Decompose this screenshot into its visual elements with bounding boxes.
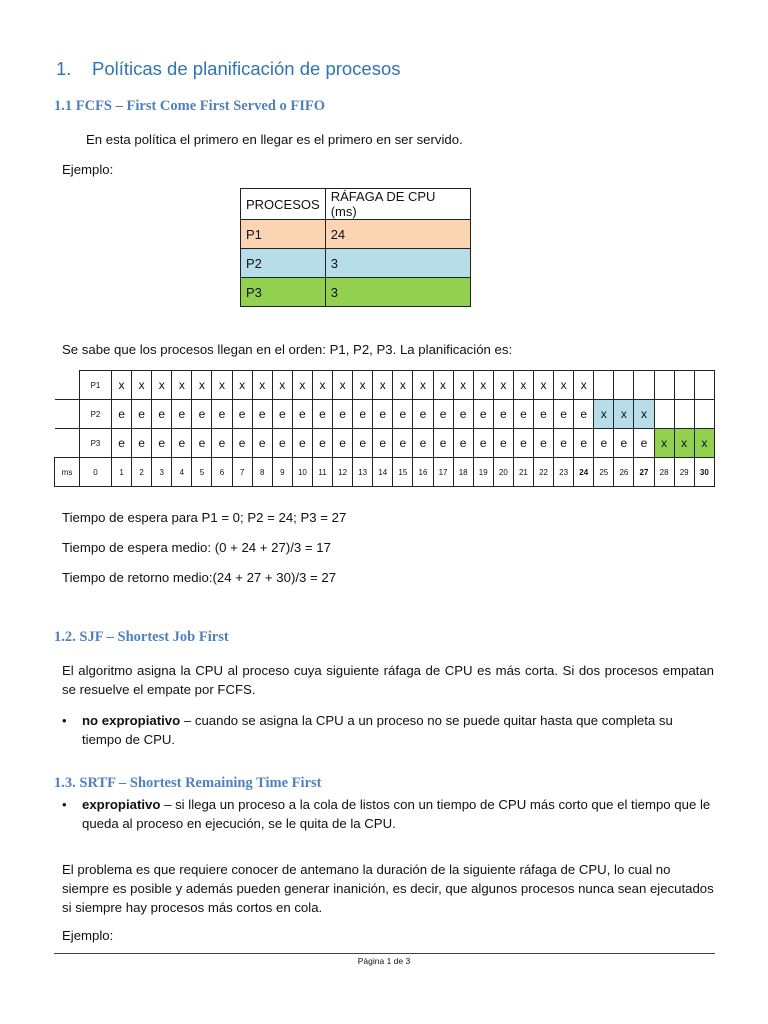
gantt-cell [654,371,674,400]
result-wait-times: Tiempo de espera para P1 = 0; P2 = 24; P3 = 27 [62,510,347,525]
process-table [240,188,471,307]
gantt-cell: e [333,400,353,429]
gantt-cell [674,371,694,400]
gantt-cell: x [473,371,493,400]
result-avg-return: Tiempo de retorno medio:(24 + 27 + 30)/3 = 27 [62,570,337,585]
header-rafaga: RÁFAGA DE CPU (ms) [325,189,470,220]
sjf-bullet [62,711,714,749]
gantt-cell: e [192,429,212,458]
gantt-cell: e [292,400,312,429]
bullet-icon: • [62,797,67,812]
gantt-cell [634,371,654,400]
gantt-cell: e [554,400,574,429]
gantt-tick: 6 [212,458,232,487]
gantt-cell: e [453,400,473,429]
gantt-cell: e [232,400,252,429]
gantt-tick: 15 [393,458,413,487]
gantt-cell: x [453,371,473,400]
gantt-tick: 13 [353,458,373,487]
gantt-cell: e [152,429,172,458]
table-row [241,249,471,278]
gantt-cell: x [433,371,453,400]
gantt-cell: e [353,400,373,429]
gantt-cell: x [634,400,654,429]
gantt-cell: x [554,371,574,400]
gantt-tick: 29 [674,458,694,487]
gantt-cell: x [333,371,353,400]
gantt-cell: x [594,400,614,429]
gantt-cell: e [112,429,132,458]
gantt-cell: x [373,371,393,400]
gantt-cell: e [353,429,373,458]
proc-cell: P2 [241,249,326,278]
sjf-bullet-text: – cuando se asigna la CPU a un proceso no se puede quitar hasta que completa su tiempo de CPU. [82,713,673,747]
gantt-cell [694,400,714,429]
gantt-cell: e [232,429,252,458]
gantt-cell: e [513,400,533,429]
gantt-cell: x [614,400,634,429]
gantt-tick: 9 [272,458,292,487]
gantt-tick: 22 [533,458,553,487]
gantt-corner-blank [55,400,80,429]
header-procesos: PROCESOS [241,189,326,220]
burst-cell: 3 [325,249,470,278]
gantt-chart [54,370,715,487]
sjf-heading: 1.2. SJF – Shortest Job First [54,629,229,645]
section-heading [56,58,401,80]
gantt-tick: 14 [373,458,393,487]
fcfs-example-label: Ejemplo: [62,162,114,177]
order-text: Se sabe que los procesos llegan en el orden: P1, P2, P3. La planificación es: [62,342,513,357]
gantt-cell: e [473,400,493,429]
gantt-cell: e [192,400,212,429]
gantt-cell: e [634,429,654,458]
gantt-time-row [55,458,715,487]
gantt-cell: e [172,429,192,458]
burst-cell: 24 [325,220,470,249]
gantt-cell: e [594,429,614,458]
gantt-cell: e [212,429,232,458]
gantt-cell [594,371,614,400]
gantt-tick: 3 [152,458,172,487]
gantt-cell: x [132,371,152,400]
gantt-tick: 11 [312,458,332,487]
gantt-cell: e [433,400,453,429]
gantt-tick: 12 [333,458,353,487]
gantt-tick: 18 [453,458,473,487]
gantt-cell: x [312,371,332,400]
gantt-cell: e [493,429,513,458]
gantt-cell: x [654,429,674,458]
gantt-tick: 0 [80,458,112,487]
gantt-tick: 2 [132,458,152,487]
gantt-cell [674,400,694,429]
gantt-cell: e [172,400,192,429]
gantt-cell: x [493,371,513,400]
gantt-cell: e [132,400,152,429]
gantt-cell: e [574,429,594,458]
gantt-tick: 20 [493,458,513,487]
gantt-cell: e [252,400,272,429]
gantt-tick: 17 [433,458,453,487]
gantt-cell [694,371,714,400]
gantt-row-p1 [55,371,715,400]
gantt-cell: e [493,400,513,429]
gantt-row-label: P1 [80,371,112,400]
gantt-cell: e [533,429,553,458]
gantt-row-p3 [55,429,715,458]
gantt-tick: 7 [232,458,252,487]
proc-cell: P3 [241,278,326,307]
gantt-cell: e [272,429,292,458]
gantt-cell: x [533,371,553,400]
result-avg-wait: Tiempo de espera medio: (0 + 24 + 27)/3 = 17 [62,540,331,555]
srtf-paragraph: El problema es que requiere conocer de antemano la duración de la siguiente ráfaga de CPU, lo cual no siempre es posible y además pueden generar inanición, es decir, que algunos procesos nunca sean ejecutados si siempre hay procesos más cortos en cola. [62,862,714,915]
gantt-cell: x [252,371,272,400]
srtf-example-label: Ejemplo: [62,928,114,943]
fcfs-intro: En esta política el primero en llegar es el primero en ser servido. [86,132,463,147]
gantt-cell: x [292,371,312,400]
gantt-cell: e [554,429,574,458]
table-row [241,220,471,249]
bullet-icon: • [62,713,67,728]
gantt-cell: e [453,429,473,458]
gantt-tick: 26 [614,458,634,487]
gantt-cell: x [172,371,192,400]
gantt-row-p2 [55,400,715,429]
page-number: Página 1 de 3 [357,956,411,966]
gantt-tick: 8 [252,458,272,487]
gantt-cell: e [152,400,172,429]
sjf-bullet-bold: no expropiativo [82,713,181,728]
gantt-cell: e [252,429,272,458]
proc-cell: P1 [241,220,326,249]
gantt-cell: x [212,371,232,400]
gantt-cell: e [413,400,433,429]
section-title: Políticas de planificación de procesos [92,58,401,79]
gantt-cell: e [513,429,533,458]
gantt-time-label: ms [55,458,80,487]
gantt-tick: 24 [574,458,594,487]
gantt-cell: x [152,371,172,400]
gantt-cell: e [373,400,393,429]
gantt-cell: e [132,429,152,458]
gantt-tick: 5 [192,458,212,487]
gantt-tick: 19 [473,458,493,487]
table-row [241,278,471,307]
gantt-cell: x [353,371,373,400]
srtf-bullet-text: – si llega un proceso a la cola de listos con un tiempo de CPU más corto que el tiempo que le queda al proceso en ejecución, se le quita de la CPU. [82,797,711,831]
gantt-cell: e [433,429,453,458]
gantt-cell: x [413,371,433,400]
burst-cell: 3 [325,278,470,307]
gantt-tick: 1 [112,458,132,487]
gantt-cell: e [393,429,413,458]
fcfs-heading: 1.1 FCFS – First Come First Served o FIFO [54,98,326,114]
gantt-cell: e [413,429,433,458]
gantt-cell: x [393,371,413,400]
gantt-cell: x [232,371,252,400]
gantt-tick: 21 [513,458,533,487]
gantt-cell: e [292,429,312,458]
srtf-heading: 1.3. SRTF – Shortest Remaining Time First [54,775,322,791]
gantt-cell: e [312,429,332,458]
gantt-cell: e [473,429,493,458]
gantt-cell [614,371,634,400]
gantt-cell: e [373,429,393,458]
gantt-cell: e [272,400,292,429]
gantt-cell: e [614,429,634,458]
footer-divider [54,953,715,954]
gantt-tick: 25 [594,458,614,487]
gantt-tick: 10 [292,458,312,487]
gantt-cell: e [533,400,553,429]
srtf-bullet-bold: expropiativo [82,797,161,812]
sjf-paragraph: El algoritmo asigna la CPU al proceso cuya siguiente ráfaga de CPU es más corta. Si dos procesos empatan se resuelve el empate por FCFS. [62,663,714,697]
gantt-tick: 27 [634,458,654,487]
gantt-tick: 16 [413,458,433,487]
gantt-cell: x [272,371,292,400]
process-table-header [241,189,471,220]
gantt-cell: x [513,371,533,400]
srtf-bullet [62,795,714,833]
section-number: 1. [56,58,72,79]
gantt-cell: x [694,429,714,458]
gantt-cell: x [192,371,212,400]
gantt-cell: e [312,400,332,429]
gantt-tick: 30 [694,458,714,487]
gantt-row-label: P2 [80,400,112,429]
gantt-corner-blank [55,429,80,458]
gantt-tick: 28 [654,458,674,487]
gantt-row-label: P3 [80,429,112,458]
gantt-cell: e [212,400,232,429]
gantt-cell: x [112,371,132,400]
gantt-cell: x [674,429,694,458]
gantt-cell: e [333,429,353,458]
gantt-cell: x [574,371,594,400]
gantt-cell: e [393,400,413,429]
gantt-tick: 23 [554,458,574,487]
gantt-tick: 4 [172,458,192,487]
gantt-cell: e [574,400,594,429]
gantt-cell: e [112,400,132,429]
gantt-corner-blank [55,371,80,400]
gantt-cell [654,400,674,429]
